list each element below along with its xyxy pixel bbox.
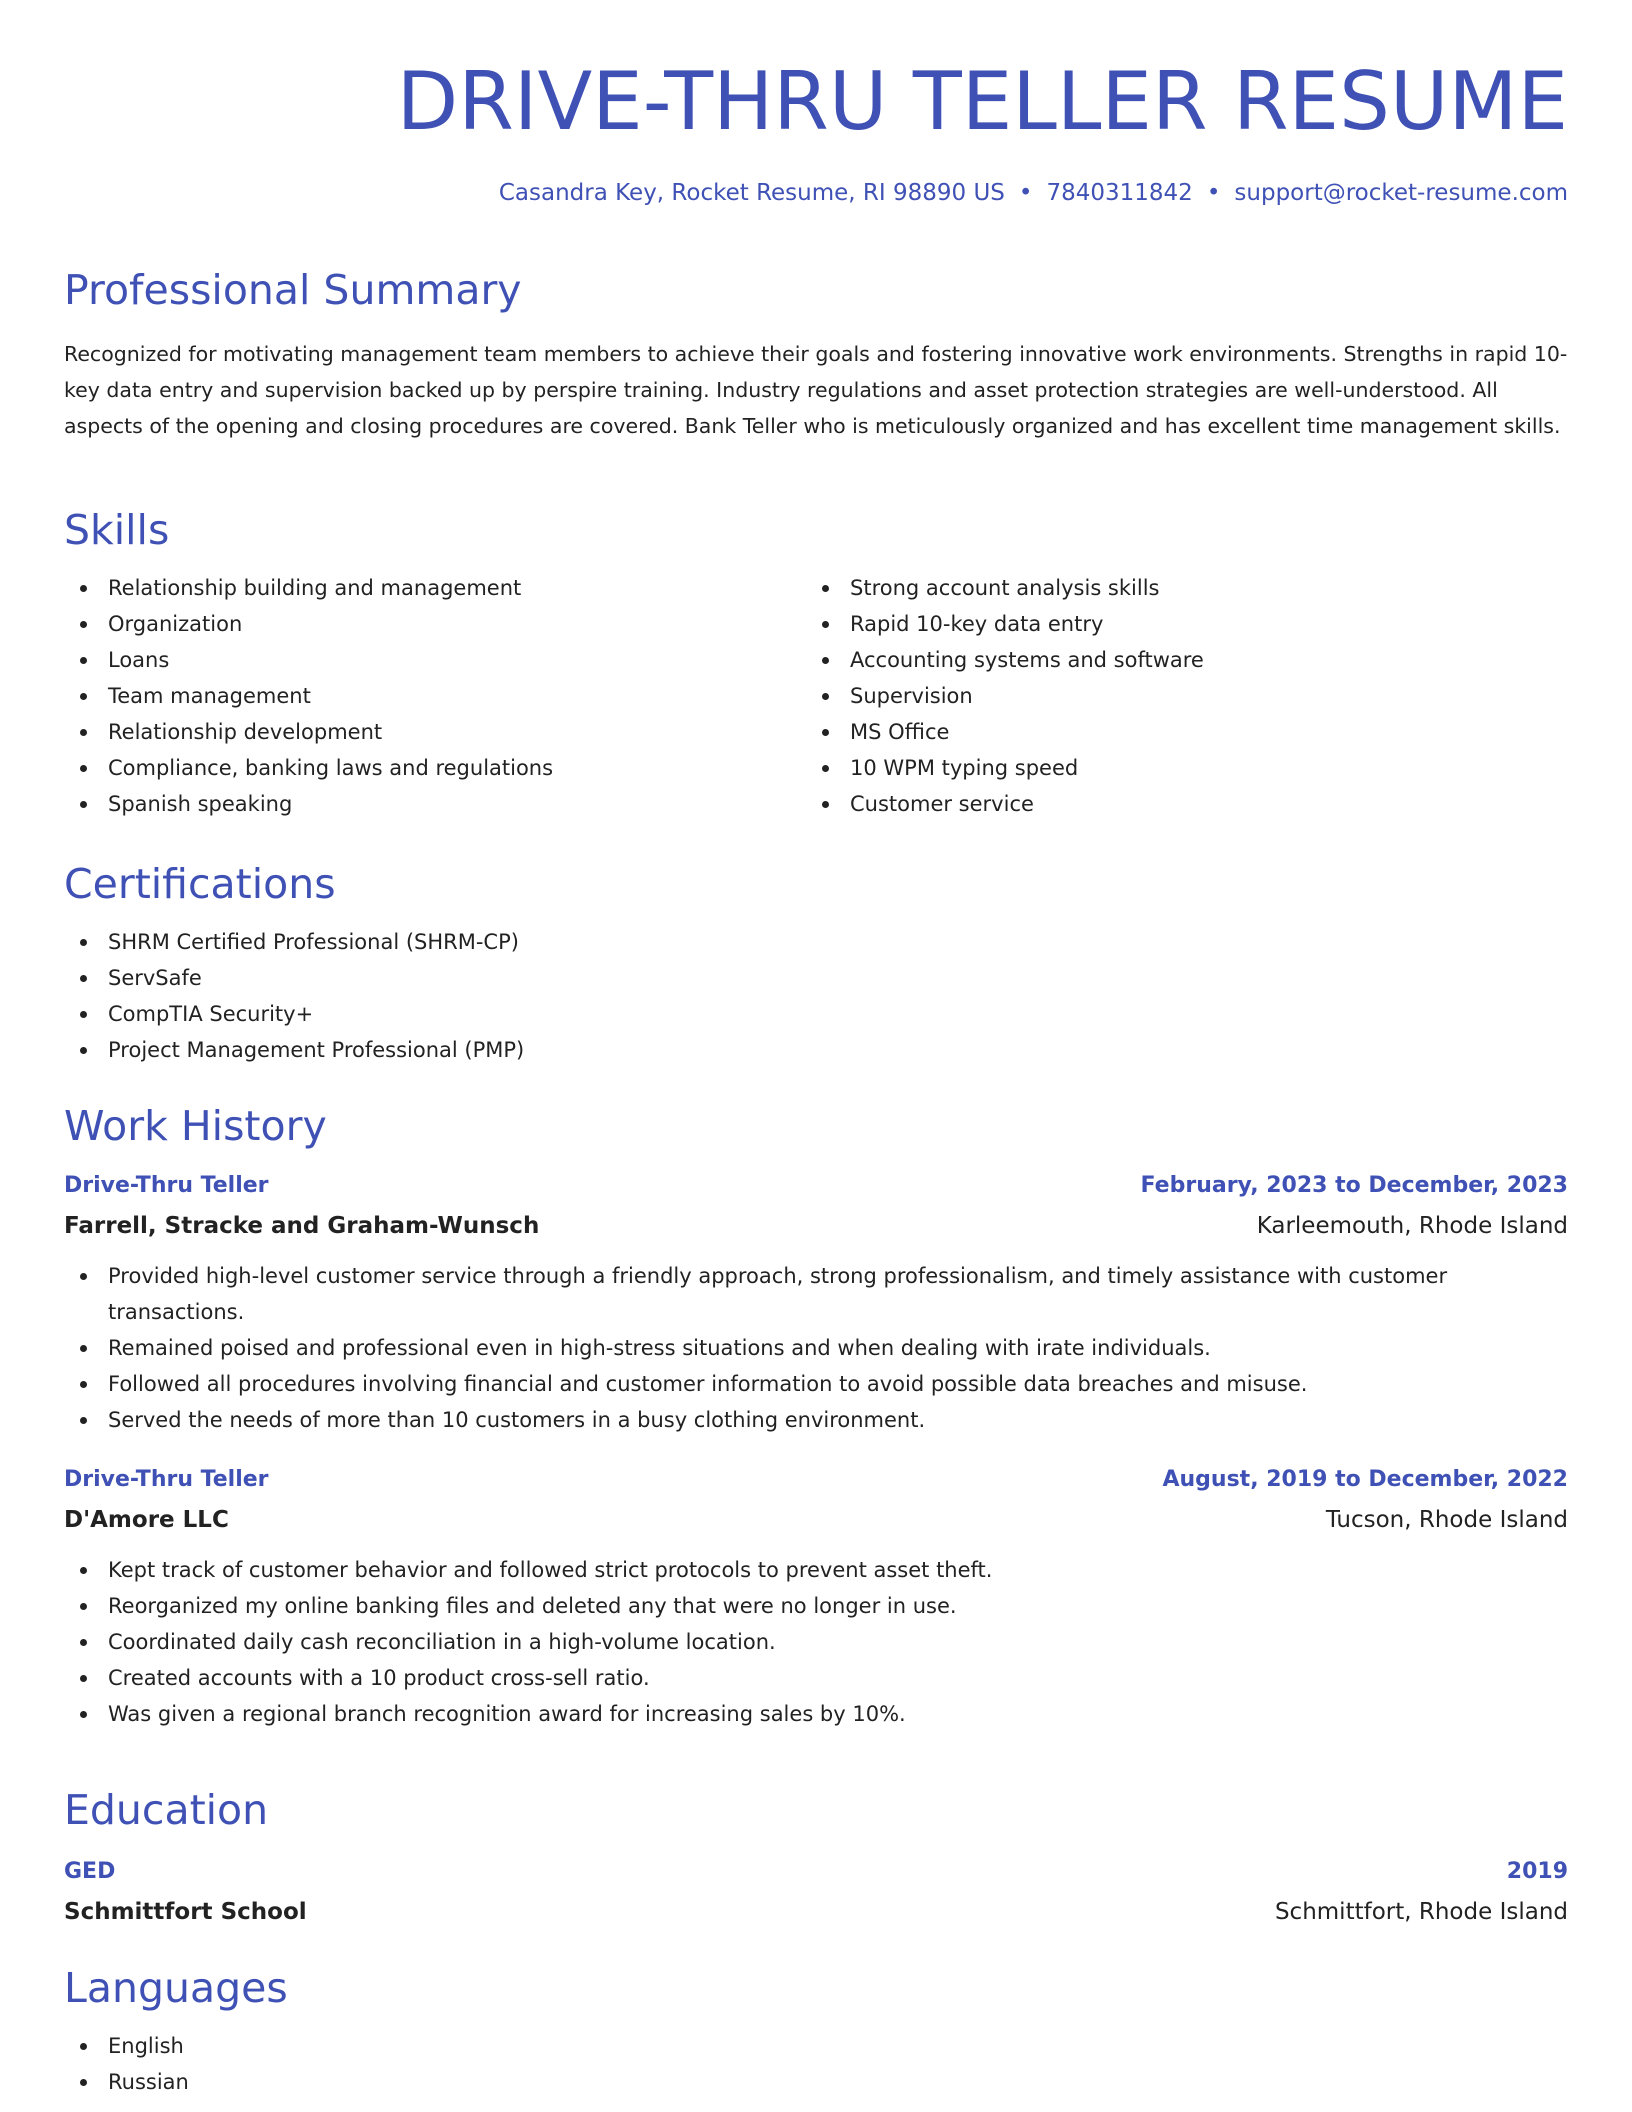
job-company: D'Amore LLC	[64, 1507, 229, 1533]
education-degree: GED	[64, 1859, 116, 1884]
languages-heading: Languages	[64, 1964, 288, 2012]
job-header-row	[64, 1460, 1568, 1500]
certifications-list	[64, 924, 1568, 1068]
languages-section	[64, 1960, 1568, 2100]
job-duty: Reorganized my online banking files and deleted any that were no longer in use.	[64, 1588, 1568, 1624]
contact-separator: •	[1018, 180, 1033, 206]
skill-item: Compliance, banking laws and regulations	[64, 750, 764, 786]
skills-list-right	[806, 570, 1506, 822]
job-dates: August, 2019 to December, 2022	[1162, 1467, 1568, 1492]
job-duties-list	[64, 1552, 1568, 1732]
work-history-section	[64, 1098, 1568, 1732]
job-duty: Kept track of customer behavior and followed strict protocols to prevent asset theft.	[64, 1552, 1568, 1588]
job-duty: Followed all procedures involving financial and customer information to avoid possible data breaches and misuse.	[64, 1366, 1568, 1402]
skills-list-left	[64, 570, 764, 822]
job-company-row	[64, 1500, 1568, 1540]
job-duties-list	[64, 1258, 1568, 1438]
skills-heading: Skills	[64, 506, 170, 554]
job-company: Farrell, Stracke and Graham-Wunsch	[64, 1213, 540, 1239]
certifications-heading: Certifications	[64, 860, 336, 908]
job-dates: February, 2023 to December, 2023	[1140, 1173, 1568, 1198]
skill-item: Spanish speaking	[64, 786, 764, 822]
certification-item: Project Management Professional (PMP)	[64, 1032, 1568, 1068]
summary-heading: Professional Summary	[64, 266, 522, 314]
contact-address: Casandra Key, Rocket Resume, RI 98890 US	[498, 180, 1005, 206]
summary-text: Recognized for motivating management team members to achieve their goals and fostering innovative work environments. Strengths in rapid 10-key data entry and supervision backed up by perspire training. Industry regulations and asset protection strategies are well-understood. All aspects of the opening and closing procedures are covered. Bank Teller who is meticulously organized and has excellent time management skills.	[64, 342, 1568, 438]
skill-item: Customer service	[806, 786, 1506, 822]
job-location: Tucson, Rhode Island	[1325, 1507, 1568, 1533]
job-duty: Was given a regional branch recognition award for increasing sales by 10%.	[64, 1696, 1568, 1732]
skill-item: Team management	[64, 678, 764, 714]
education-school: Schmittfort School	[64, 1899, 307, 1925]
education-entry	[64, 1852, 1568, 1932]
job-entry	[64, 1166, 1568, 1438]
education-header-row	[64, 1852, 1568, 1892]
skill-item: Relationship development	[64, 714, 764, 750]
job-duty: Remained poised and professional even in high-stress situations and when dealing with irate individuals.	[64, 1330, 1568, 1366]
job-title: Drive-Thru Teller	[64, 1467, 269, 1492]
skill-item: 10 WPM typing speed	[806, 750, 1506, 786]
education-section	[64, 1782, 1568, 1932]
job-location: Karleemouth, Rhode Island	[1256, 1213, 1568, 1239]
certification-item: CompTIA Security+	[64, 996, 1568, 1032]
skill-item: Organization	[64, 606, 764, 642]
certification-item: SHRM Certified Professional (SHRM-CP)	[64, 924, 1568, 960]
contact-email: support@rocket-resume.com	[1234, 180, 1568, 206]
language-item: English	[64, 2028, 1568, 2064]
summary-section	[64, 262, 1568, 444]
contact-line	[499, 180, 1568, 206]
job-duty: Served the needs of more than 10 customers in a busy clothing environment.	[64, 1402, 1568, 1438]
work-history-heading: Work History	[64, 1102, 327, 1150]
contact-separator: •	[1206, 180, 1221, 206]
job-duty: Coordinated daily cash reconciliation in a high-volume location.	[64, 1624, 1568, 1660]
certifications-section	[64, 856, 1568, 1068]
skill-item: Supervision	[806, 678, 1506, 714]
job-header-row	[64, 1166, 1568, 1206]
job-duty: Created accounts with a 10 product cross-sell ratio.	[64, 1660, 1568, 1696]
education-year: 2019	[1506, 1859, 1568, 1884]
contact-phone: 7840311842	[1046, 180, 1193, 206]
skill-item: Relationship building and management	[64, 570, 764, 606]
certification-item: ServSafe	[64, 960, 1568, 996]
resume-title: DRIVE-THRU TELLER RESUME	[396, 55, 1568, 148]
language-item: Russian	[64, 2064, 1568, 2100]
job-company-row	[64, 1206, 1568, 1246]
education-heading: Education	[64, 1786, 269, 1834]
job-title: Drive-Thru Teller	[64, 1173, 269, 1198]
education-location: Schmittfort, Rhode Island	[1274, 1899, 1568, 1925]
languages-list	[64, 2028, 1568, 2100]
job-duty: Provided high-level customer service through a friendly approach, strong professionalism, and timely assistance with customer transactions.	[64, 1258, 1568, 1330]
job-entry	[64, 1460, 1568, 1732]
education-school-row	[64, 1892, 1568, 1932]
skill-item: Accounting systems and software	[806, 642, 1506, 678]
skills-columns	[64, 570, 1568, 820]
skill-item: Loans	[64, 642, 764, 678]
skill-item: MS Office	[806, 714, 1506, 750]
skill-item: Strong account analysis skills	[806, 570, 1506, 606]
skill-item: Rapid 10-key data entry	[806, 606, 1506, 642]
skills-section	[64, 502, 1568, 820]
